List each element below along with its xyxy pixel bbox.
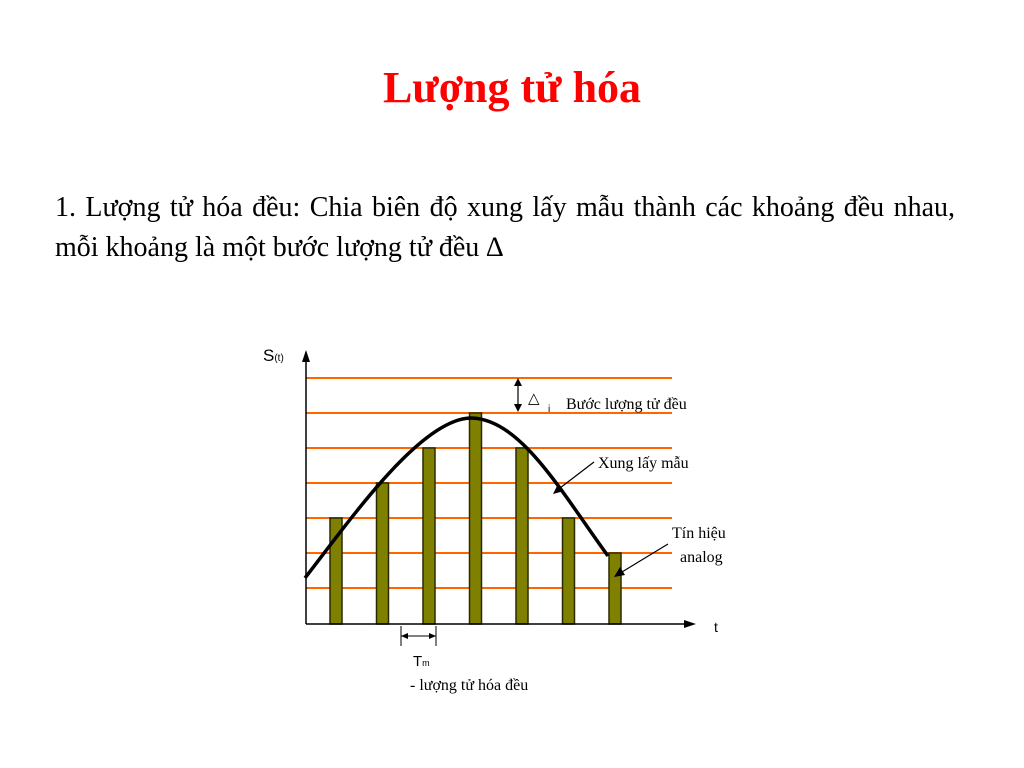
y-axis-arrow <box>302 350 310 362</box>
diagram-caption: - lượng tử hóa đều <box>410 677 529 694</box>
sample-pulse-bar <box>423 448 435 624</box>
label-analog-line1: Tín hiệu <box>672 525 726 542</box>
delta-subscript: i <box>548 404 551 415</box>
sample-pulse-bar <box>563 518 575 624</box>
slide-title: Lượng tử hóa <box>382 63 642 112</box>
delta-symbol: △ <box>528 390 540 407</box>
sample-pulse-bar <box>377 483 389 624</box>
body-paragraph: 1. Lượng tử hóa đều: Chia biên độ xung lấy mẫu thành các khoảng đều nhau, mỗi khoảng là một bước lượng tử đều ∆ <box>55 192 955 263</box>
y-axis-label: S(t) <box>263 346 284 365</box>
label-analog-line2: analog <box>680 549 723 566</box>
pulse-pointer <box>560 462 594 488</box>
sample-pulse-bar <box>516 448 528 624</box>
label-pulse: Xung lấy mẫu <box>598 455 689 472</box>
sample-pulse-bar <box>609 553 621 624</box>
label-step: Bước lượng tử đều <box>566 396 687 413</box>
sample-pulse-bar <box>470 413 482 624</box>
tm-arrow-left <box>401 633 408 639</box>
tm-arrow-right <box>429 633 436 639</box>
step-arrow-top <box>514 378 522 386</box>
x-axis-label: t <box>714 619 718 635</box>
step-arrow-bottom <box>514 404 522 412</box>
tm-label: Tm <box>413 653 430 670</box>
analog-pointer <box>622 544 668 572</box>
x-axis-arrow <box>684 620 696 628</box>
